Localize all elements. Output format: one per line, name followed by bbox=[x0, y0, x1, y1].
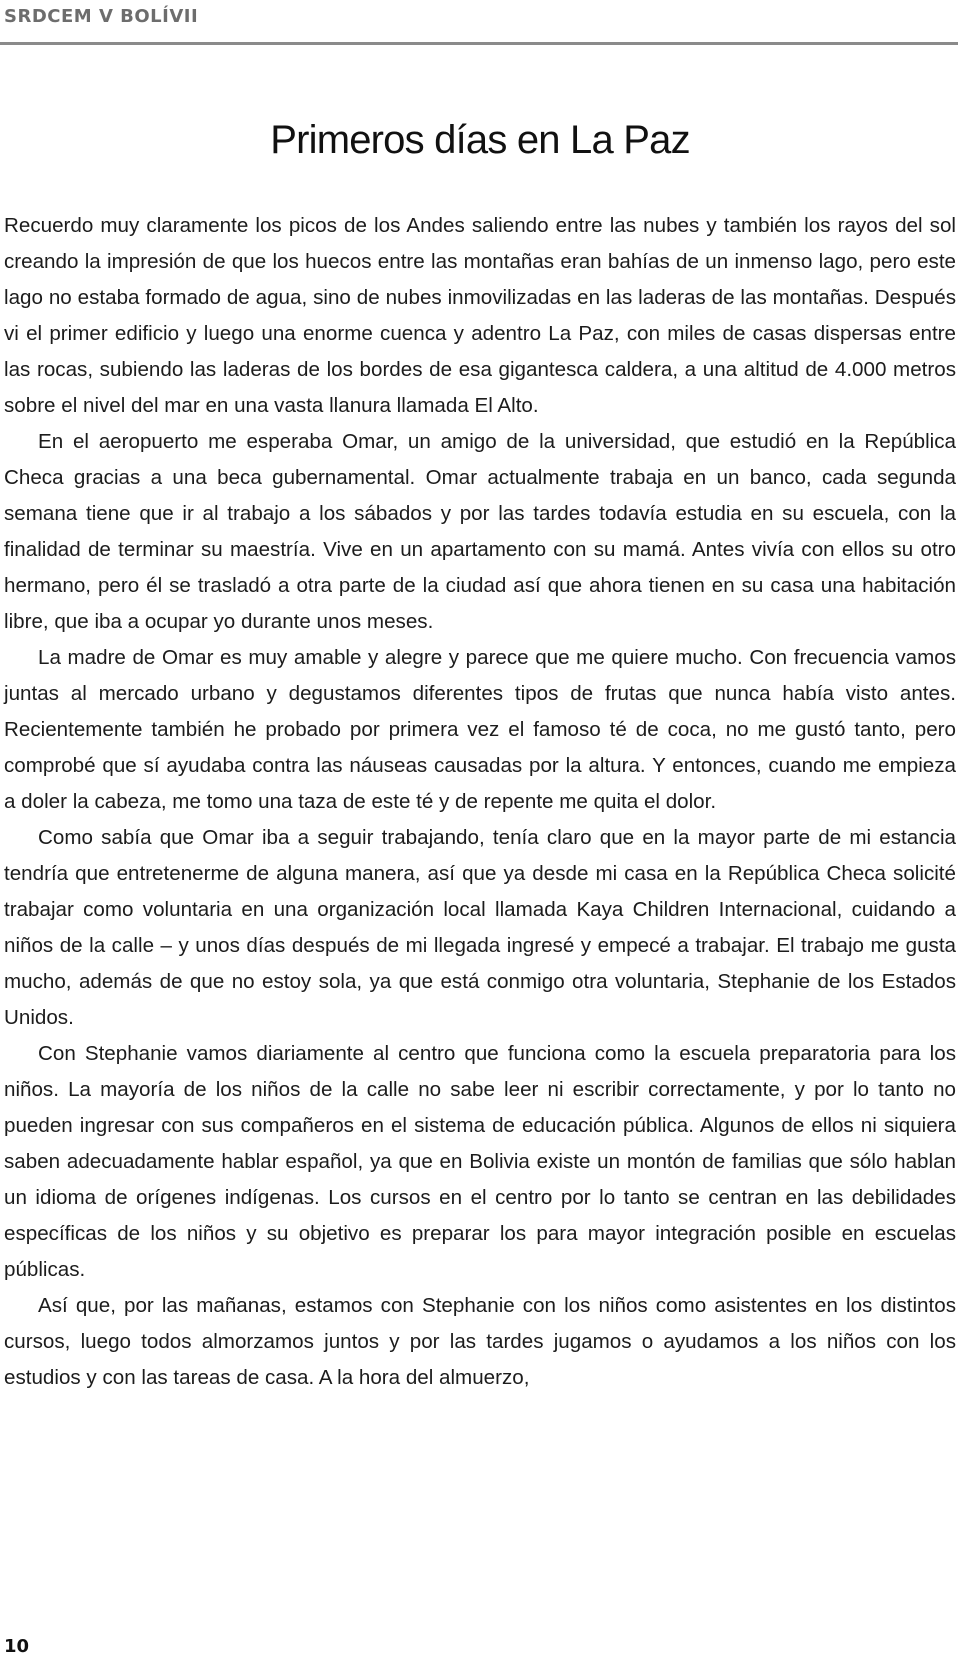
paragraph: Recuerdo muy claramente los picos de los Andes saliendo entre las nubes y también los rayos del sol creando la impresión de que los huecos entre las montañas eran bahías de un inmenso lago, pero este lago no estaba formado de agua, sino de nubes inmovilizadas en las laderas de las montañas. Después vi el primer edificio y luego una enorme cuenca y adentro La Paz, con miles de casas dispersas entre las rocas, subiendo las laderas de los bordes de esa gigantesca caldera, a una altitud de 4.000 metros sobre el nivel del mar en una vasta llanura llamada El Alto. bbox=[4, 214, 956, 417]
paragraph: Como sabía que Omar iba a seguir trabajando, tenía claro que en la mayor parte de mi estancia tendría que entretenerme de alguna manera, así que ya desde mi casa en la República Checa solicité trabajar como voluntaria en una organización local llamada Kaya Children Internacional, cuidando a niños de la calle – y unos días después de mi llegada ingresé y empecé a trabajar. El trabajo me gusta mucho, además de que no estoy sola, ya que está conmigo otra voluntaria, Stephanie de los Estados Unidos. bbox=[4, 826, 956, 1029]
body-text bbox=[4, 208, 956, 1396]
running-header: SRDCEM V BOLÍVII bbox=[4, 6, 199, 27]
page-number: 10 bbox=[4, 1636, 30, 1657]
paragraph: La madre de Omar es muy amable y alegre y parece que me quiere mucho. Con frecuencia vamos juntas al mercado urbano y degustamos diferentes tipos de frutas que nunca había visto antes. Recientemente también he probado por primera vez el famoso té de coca, no me gustó tanto, pero comprobé que sí ayudaba contra las náuseas causadas por la altura. Y entonces, cuando me empieza a doler la cabeza, me tomo una taza de este té y de repente me quita el dolor. bbox=[4, 646, 956, 813]
chapter-title: Primeros días en La Paz bbox=[270, 118, 690, 162]
paragraph: En el aeropuerto me esperaba Omar, un amigo de la universidad, que estudió en la República Checa gracias a una beca gubernamental. Omar actualmente trabaja en un banco, cada segunda semana tiene que ir al trabajo a los sábados y por las tardes todavía estudia en su escuela, con la finalidad de terminar su maestría. Vive en un apartamento con su mamá. Antes vivía con ellos su otro hermano, pero él se trasladó a otra parte de la ciudad así que ahora tienen en su casa una habitación libre, que iba a ocupar yo durante unos meses. bbox=[4, 430, 956, 633]
paragraph: Así que, por las mañanas, estamos con Stephanie con los niños como asistentes en los distintos cursos, luego todos almorzamos juntos y por las tardes jugamos o ayudamos a los niños con los estudios y con las tareas de casa. A la hora del almuerzo, bbox=[4, 1294, 956, 1389]
paragraph: Con Stephanie vamos diariamente al centro que funciona como la escuela preparatoria para los niños. La mayoría de los niños de la calle no sabe leer ni escribir correctamente, y por lo tanto no pueden ingresar con sus compañeros en el sistema de educación pública. Algunos de ellos ni siquiera saben adecuadamente hablar español, ya que en Bolivia existe un montón de familias que sólo hablan un idioma de orígenes indígenas. Los cursos en el centro por lo tanto se centran en las debilidades específicas de los niños y su objetivo es preparar los para mayor integración posible en escuelas públicas. bbox=[4, 1042, 956, 1281]
header-rule bbox=[0, 42, 958, 45]
